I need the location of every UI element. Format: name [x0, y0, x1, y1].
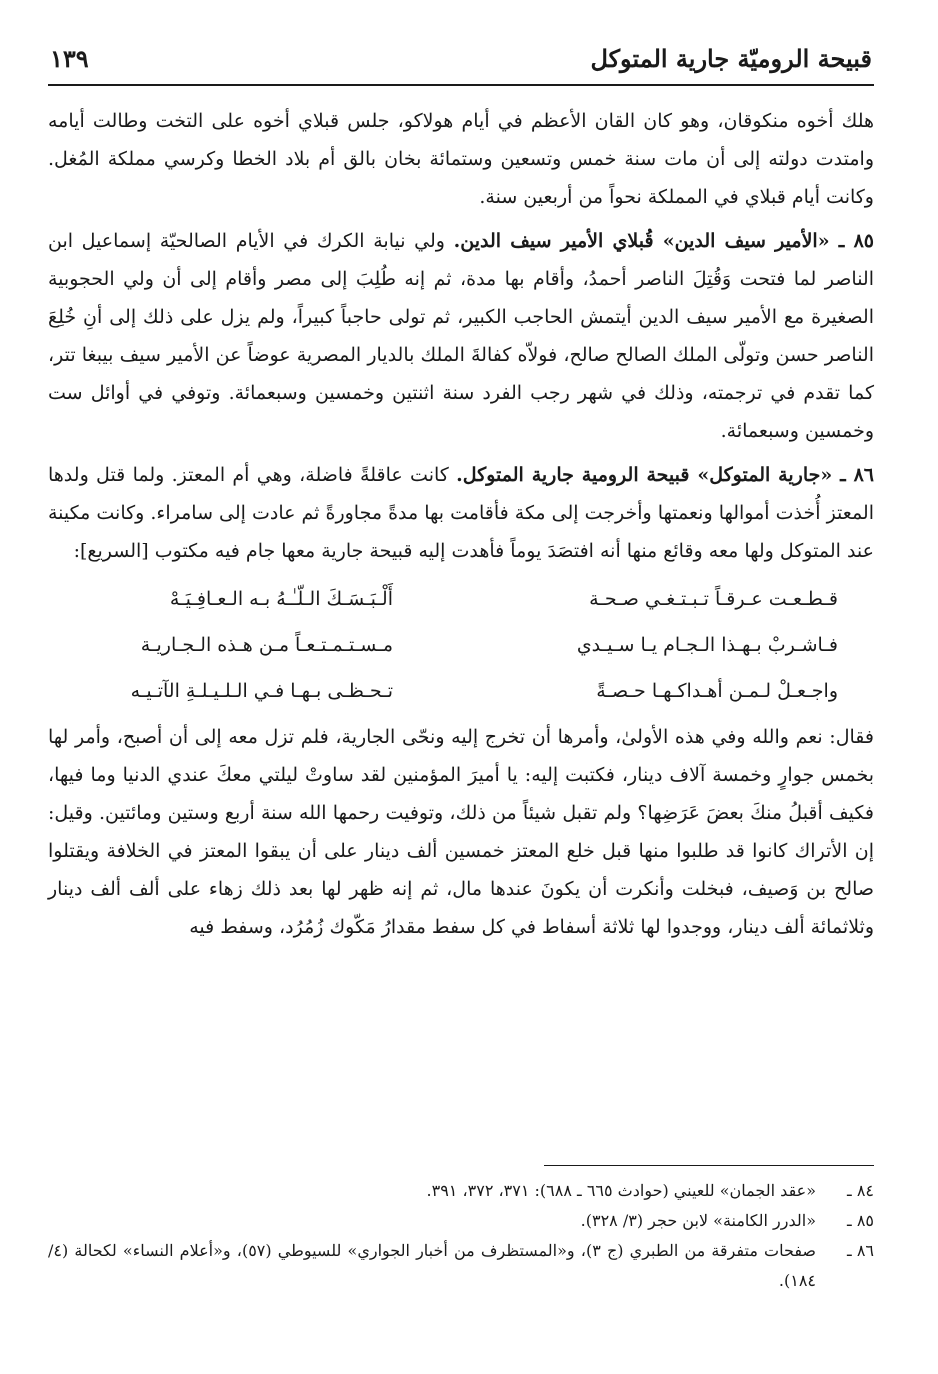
poem-verse — [48, 576, 874, 622]
paragraph-4: فقال: نعم والله وفي هذه الأولىٰ، وأمرها أن تخرج إليه ونحّى الجارية، فلم تزل معه إلى أن أصبح، وأمر لها بخمس جوارٍ وخمسة آلاف دينار، فكتبت إليه: يا أميرَ المؤمنين لقد ساوتْ ليلتي معكَ عندي الدنيا وما فيها، فكيف أقبلُ منكَ بعضَ عَرَضِها؟ ولم تقبل شيئاً من ذلك، وتوفيت رحمها الله سنة أربع وستين ومائتين. وقيل: إن الأتراك كانوا قد طلبوا منها قبل خلع المعتز خمسين ألف دينار على أن يبقوا المعتز في الخلافة ويقتلوا صالح بن وَصيف، فبخلت وأنكرت أن يكونَ عندها مال، ثم إنه ظهر لها بعد ذلك زهاء على ألف ألف دينار وثلاثمائة ألف دينار، ووجدوا لها ثلاثة أسفاط في كل سفط مقدارُ مَكّوك زُمُرُد، وسفط فيه — [48, 726, 874, 938]
page — [48, 40, 874, 952]
footnote-divider — [544, 1165, 874, 1166]
body-text — [48, 102, 874, 946]
entry-86-text: كانت عاقلةً فاضلة، وهي أم المعتز. ولما قتل ولدها المعتز أُخذت أموالها ونعمتها وأخرجت إلى مكة فأقامت بها مدةً مجاورةً ثم عادت إلى سامراء. وكانت مكينة عند المتوكل ولها معه وقائع منها أنه افتصَدَ يوماً فأهدت إليه قبيحة جارية معها جام فيه مكتوب [السريع]: — [48, 464, 874, 562]
verse-first-half: قـطـعـت عـرقـاً تـبـتـغـي صـحـة — [589, 588, 838, 610]
footnote-text: «الدرر الكامنة» لابن حجر (٣/ ٣٢٨). — [580, 1211, 816, 1230]
verse-second-half: أَلْـبَـسَـكَ الـلّـٰـهُ بـه الـعـافِـيَـهْ — [169, 588, 393, 610]
paragraph-1: هلك أخوه منكوقان، وهو كان القان الأعظم في أيام هولاكو، جلس قبلاي أخوه على التخت وطالت أيامه وامتدت دولته إلى أن مات سنة خمس وتسعين وستمائة بخان بالق أم بلاد الخطا وكرسي مملكة المُغل. وكانت أيام قبلاي في المملكة نحواً من أربعين سنة. — [48, 110, 874, 208]
footnote-84 — [48, 1176, 874, 1206]
footnote-text: «عقد الجمان» للعيني (حوادث ٦٦٥ ـ ٦٨٨): ٣٧١، ٣٧٢، ٣٩١. — [426, 1181, 816, 1200]
entry-86-heading: ٨٦ ـ «جارية المتوكل» قبيحة الرومية جارية المتوكل. — [456, 464, 875, 486]
entry-85 — [48, 222, 874, 450]
verse-second-half: تـحـظـى بـهـا فـي الـلـيـلـةِ الآتـيـه — [130, 680, 393, 702]
footnotes — [48, 1165, 874, 1296]
running-header — [48, 40, 874, 86]
verse-first-half: واجـعـلْ لـمـن أهـداكـهـا حـصـةً — [596, 680, 838, 702]
entry-86 — [48, 456, 874, 570]
footnote-number: ٨٥ ـ — [847, 1211, 874, 1230]
footnote-number: ٨٤ ـ — [847, 1181, 874, 1200]
poem-verse — [48, 622, 874, 668]
footnote-86 — [48, 1236, 874, 1296]
header-title: قبيحة الروميّة جارية المتوكل — [590, 44, 872, 73]
footnote-text: صفحات متفرقة من الطبري (ج ٣)، و«المستظرف من أخبار الجواري» للسيوطي (٥٧)، و«أعلام النساء» لكحالة (٤/ ١٨٤). — [48, 1241, 816, 1290]
verse-first-half: فـاشـربْ بـهـذا الـجـام يـا سـيـدي — [576, 634, 838, 656]
entry-85-heading: ٨٥ ـ «الأمير سيف الدين» قُبلاي الأمير سيف الدين. — [453, 230, 875, 252]
page-number: ١٣٩ — [50, 44, 89, 73]
poem-verse — [48, 668, 874, 714]
footnote-85 — [48, 1206, 874, 1236]
verse-second-half: مـسـتـمـتـعـاً مـن هـذه الـجـاريـة — [140, 634, 393, 656]
poem — [48, 576, 874, 714]
footnote-number: ٨٦ ـ — [847, 1241, 874, 1260]
entry-85-text: ولي نيابة الكرك في الأيام الصالحيّة إسماعيل ابن الناصر لما فتحت وَقُتِلَ الناصر أحمدُ، وأقام بها مدة، ثم إنه طُلِبَ إلى مصر وأقام إلى أن ولي الحجوبية الصغيرة مع الأمير سيف الدين أيتمش الحاجب الكبير، ثم تولى حاجباً كبيراً، ولم يزل على ذلك إلى أنِ خُلِعَ الناصر حسن وتولّى الملك الصالح صالح، فولاّه كفالةَ الملك بالديار المصرية عوضاً عن الأمير سيف بيبغا تتر، كما تقدم في ترجمته، وذلك في شهر رجب الفرد سنة اثنتين وخمسين وسبعمائة. وتوفي في أوائل ست وخمسين وسبعمائة. — [48, 230, 874, 442]
